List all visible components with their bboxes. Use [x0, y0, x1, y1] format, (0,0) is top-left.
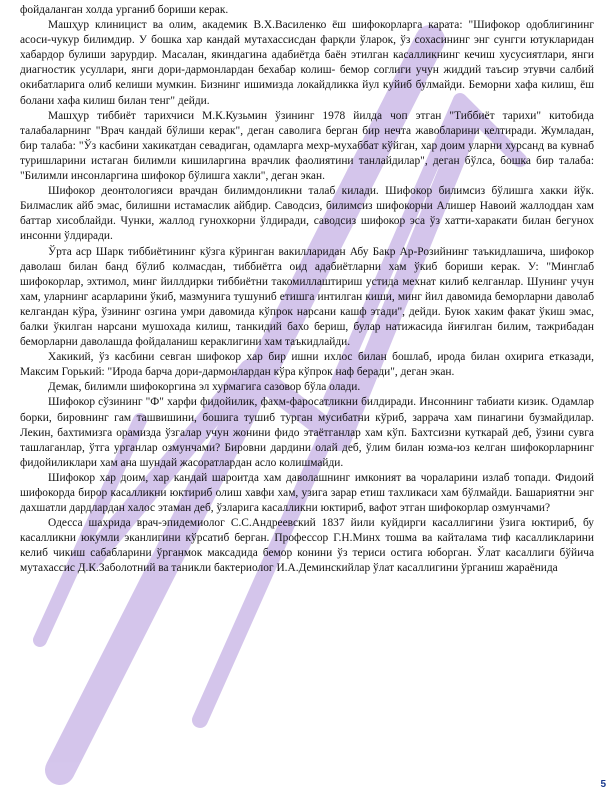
paragraph-intro: фойдаланган холда урганиб бориши керак. — [20, 4, 229, 16]
paragraph-deontology: Шифокор деонтологияси врачдан билимдонликни талаб килади. Шифокор билимсиз бўлишга хакки йўк. Билмаслик айб эмас, билишни истамаслик айбдир. Саводсиз, билимсиз шифокорни Алишер Навоий жаллоддан хам баттар хисоблайди. Чунки, жаллод гунохкорни ўлдиради, саводсиз шифокор эса ўз хатти-харакати билан бегунох инсонни ўлдиради. — [20, 185, 594, 243]
paragraph-devotion: Шифокор сўзининг "Ф" харфи фидойилик, фахм-фаросатликни билдиради. Инсоннинг табиати кизик. Одамлар борки, бировнинг гам ташвишини, бошига тушиб турган мусибатни кўриб, заррача хам пинагини бузмайдилар. Лекин, бахтимизга орамизда ўзгалар учун жонини фидо этаётганлар хам кўп. Бахтсизни куткарай деб, ўзини сувга ташлаганлар, ўтга урганлар озмунчами? Бировни дардини олай деб, ўлим билан юзма-юз келган шифокорларнинг фидойиликлари хам ана шундай жасоратлардан асло колишмайди. — [20, 396, 594, 469]
paragraph-kuzmin: Машҳур тиббиёт тарихчиси М.К.Кузьмин ўзининг 1978 йилда чоп этган "Тиббиёт тарихи" китобида талабаларнинг "Врач кандай бўлиши керак", деган саволига берган бир нечта жавобларини келтиради. Жумладан, бир талаба: "Ўз касбини хакикатдан севадиган, одамларга мехр-мухаббат кўйган, хар доим уларни хурсанд ва кувнаб туришларини истаган билимли кишиларгина врачлик фаолиятини танлайдилар", деган бўлса, бошка бир талаба: "Билимли инсонларгина шифокор бўлишга хакли", деган экан. — [20, 109, 594, 183]
paragraph-respect: Демак, билимли шифокоргина эл хурмагига сазовор бўла олади. — [48, 381, 361, 394]
paragraph-courage: Шифокор хар доим, хар кандай шароитда хам даволашнинг имконият ва чораларини излаб топади. Фидоий шифокорда бирор касалликни юктириб олиш хавфи хам, узига зарар етиш тахликаси хам бўлмайди. Башариятни энг дахшатли дардлардан халос этаман деб, ўзларига касалликни юктириб, вафот этган шифокорлар озмунчами? — [20, 471, 594, 515]
paragraph-ar-roziy: Ўрта аср Шарк тиббиётининг кўзга кўринган вакилларидан Абу Бакр Ар-Розийнинг таъкидлашича, шифокор даволаш билан банд бўлиб колмасдан, тиббиётга оид адабиётларни хам ўкиб бориши керак. У: "Минглаб шифокорлар, эхтимол, минг йиллдирки тиббиётни такомиллаштириш устида мехнат килиб келганлар. Шунинг учун хам, уларнинг асарларини ўкиб, мазмунига тушуниб етишга интилган киши, минг йил давомида беморларни даволаб келгандан кўра, ўзининг озгина умри давомида кўпрок нарсани кашф этади", дейди. Буюк хаким факат ўкиш эмас, балки ўкилган нарсани мушохада килиш, танкидий бахо бериш, булар натижасида йиғилган билим, тажрибадан беморларни даволашда фойдаланиш кераклигини хам таъкидлайди. — [20, 245, 594, 349]
page-number: 5 — [600, 779, 606, 790]
paragraph-vasilenko: Машҳур клиницист ва олим, академик В.Х.Василенко ёш шифокорларга карата: "Шифокор одоблигининг асоси-чукур билимдир. У бошка хар кандай мутахассисдан фарқли ўларок, ўз сохасининг энг сунгги ютукларидан хабардор булиши зарурдир. Масалан, якиндагина адабиётда баён этилган касалликнинг кечиш хусусиятлари, янги диагностик усуллари, янги дори-дармонлардан бехабар колиш- бемор соглиги учун жиддий таъсир этувчи салбий окибатларига олиб келиши мумкин. Бизнинг ишимизда локайдликка йул куйиб булмайди. Беморни хафа килиш, ёш болани хафа килиш билан тенг" дейди. — [20, 19, 594, 107]
document-page — [20, 3, 594, 577]
paragraph-gorky: Хакикий, ўз касбини севган шифокор хар бир ишни ихлос билан бошлаб, ирода билан охирига етказади, Максим Горький: "Ирода барча дори-дармонлардан кўра кўпрок наф беради", деган экан. — [20, 351, 594, 379]
paragraph-odessa: Одесса шахрида врач-эпидемиолог С.С.Андреевский 1837 йили куйдирги касаллигини ўзига юктириб, бу касалликни юкумли эканлигини кўрсатиб берган. Профессор Г.Н.Минх тошма ва кайталама тиф касалликларини келиб чикиш сабабларини ўрганмок максадида бемор конини ўз териси остига юборган. Ўлат касаллиги бўйича мутахассис Д.К.Заболотний ва таникли бактериолог И.А.Деминскийлар ўлат касаллигини ўрганиш жараёнида — [20, 517, 594, 575]
